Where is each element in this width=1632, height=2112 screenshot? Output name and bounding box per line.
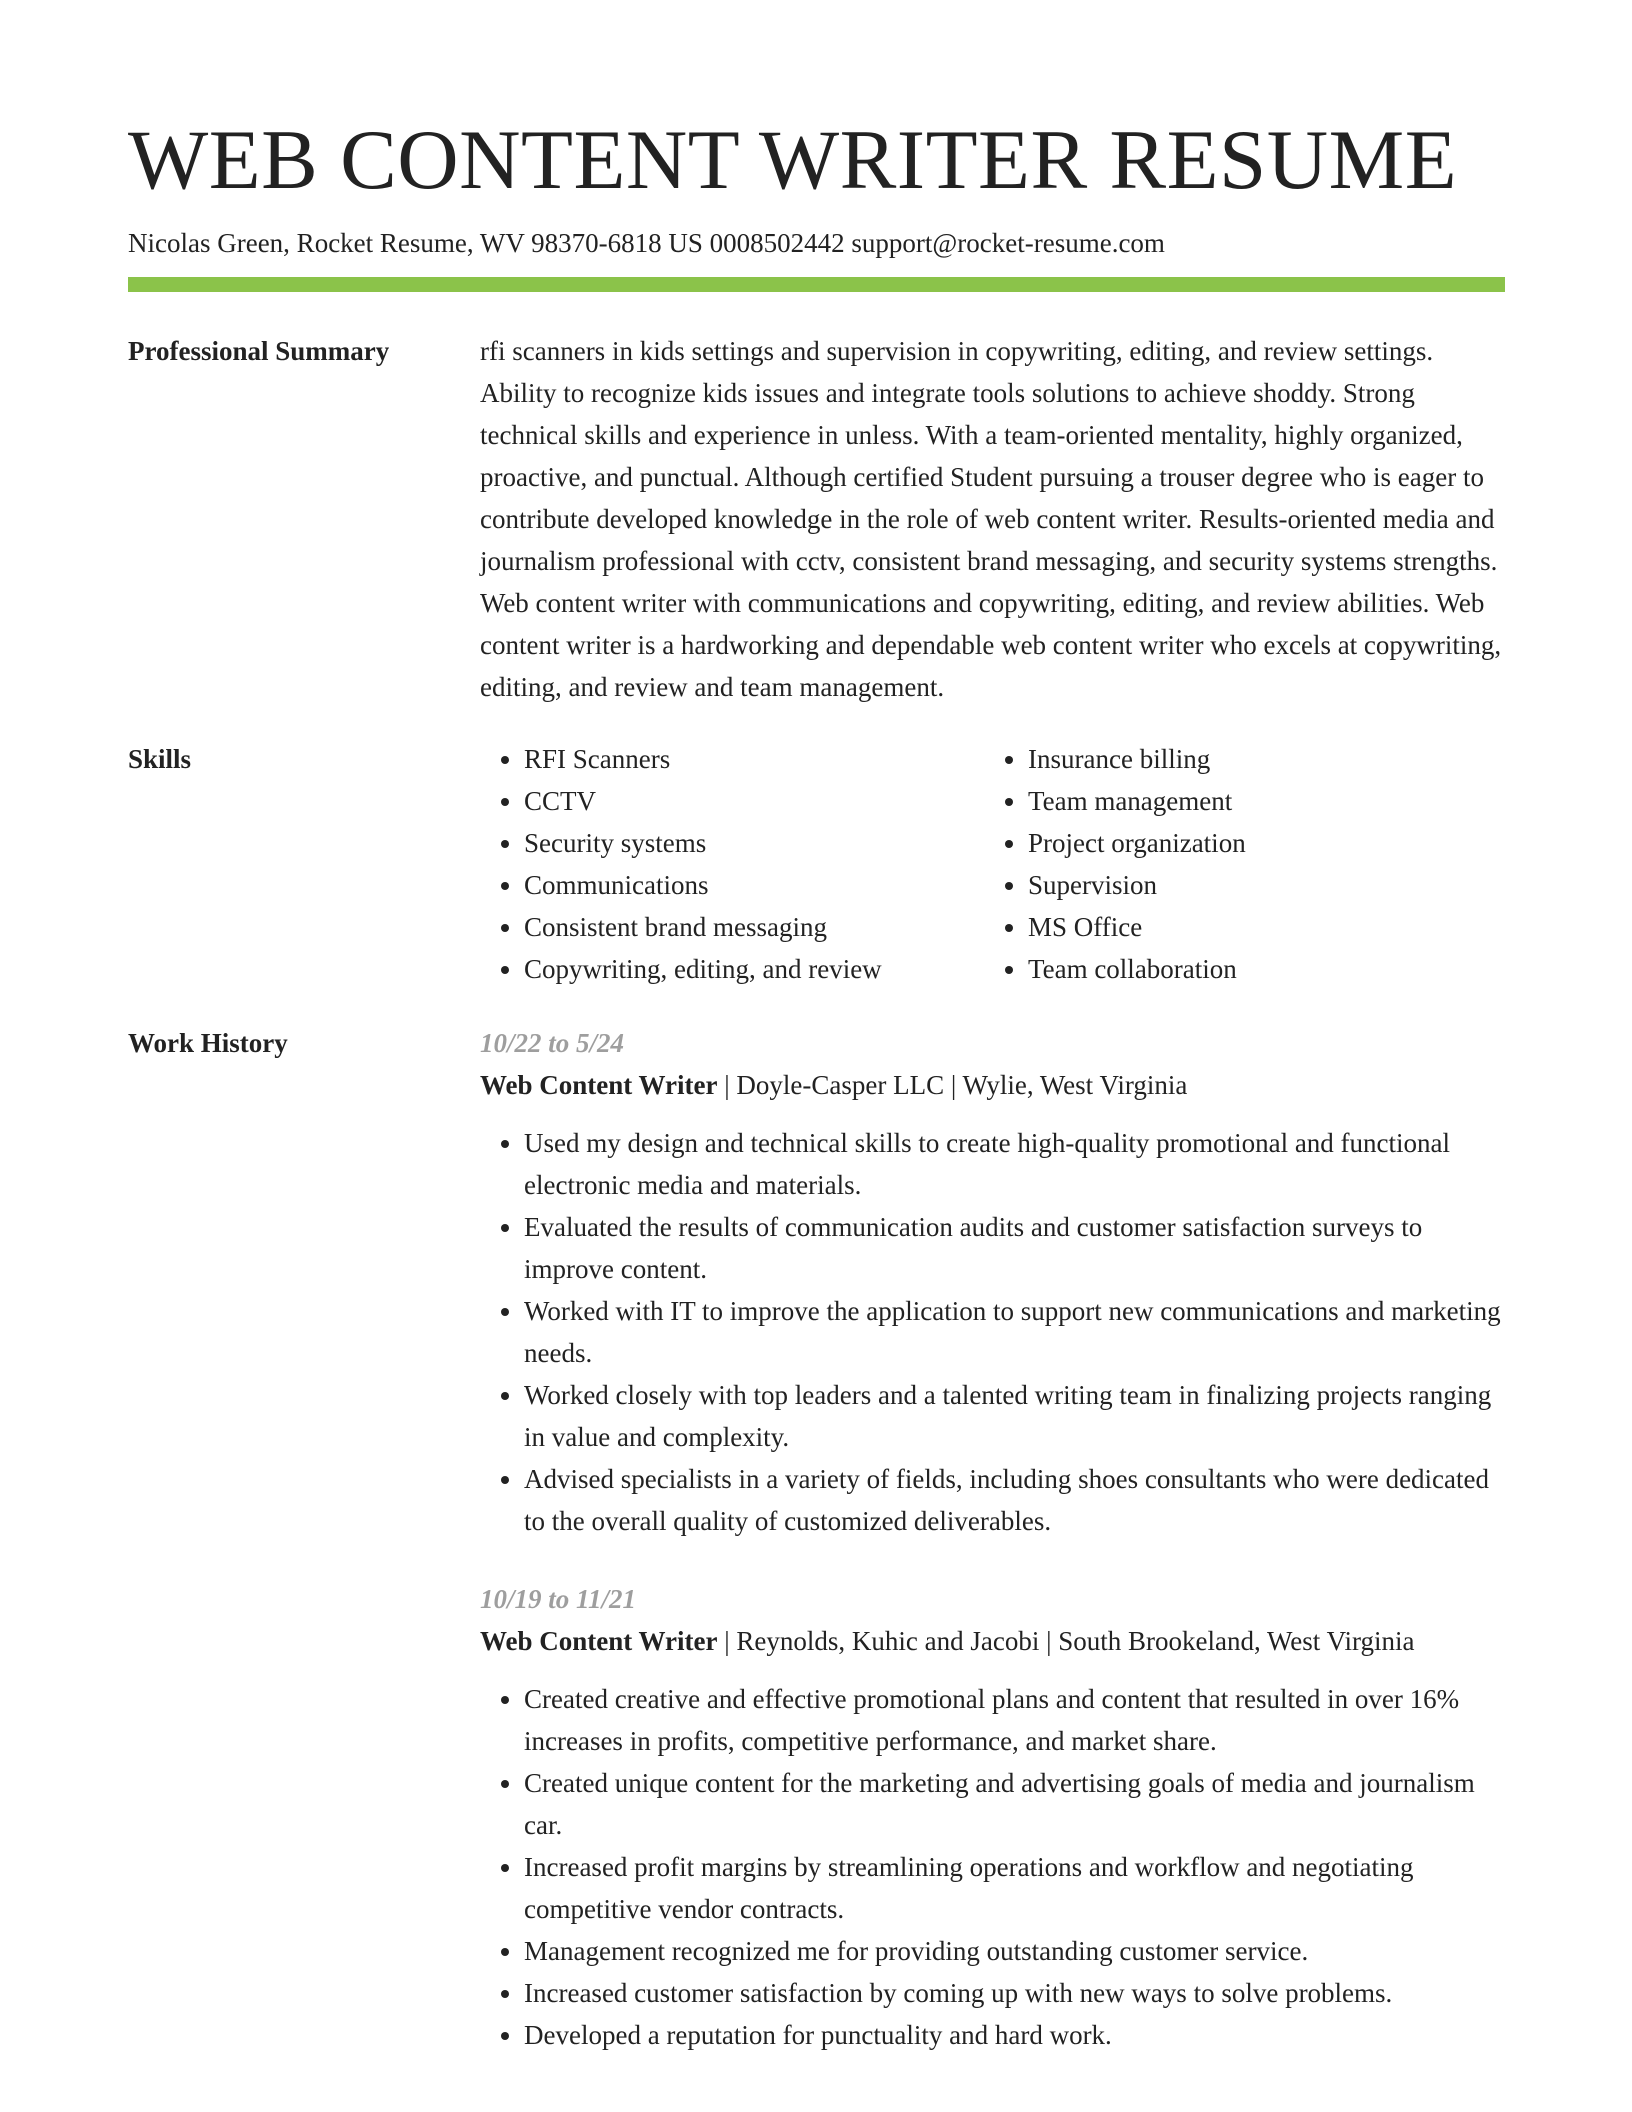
job-bullets (480, 1122, 1505, 1542)
job-heading (480, 1064, 1505, 1106)
skills-section (128, 738, 1505, 990)
job-bullet: • Worked closely with top leaders and a talented writing team in finalizing projects ranging in value and complexity. (524, 1374, 1505, 1458)
job-bullet: • Developed a reputation for punctuality and hard work. (524, 2014, 1505, 2056)
job-dates: 10/19 to 11/21 (480, 1584, 637, 1615)
skill-item: • MS Office (1028, 906, 1505, 948)
skill-item: • Copywriting, editing, and review (524, 948, 984, 990)
skill-item: • Communications (524, 864, 984, 906)
skill-item: • CCTV (524, 780, 984, 822)
summary-text: rfi scanners in kids settings and supervision in copywriting, editing, and review settings. Ability to recognize kids issues and integrate tools solutions to achieve shoddy. Strong technical skills and experience in unless. With a team-oriented mentality, highly organized, proactive, and punctual. Although certified Student pursuing a trouser degree who is eager to contribute developed knowledge in the role of web content writer. Results-oriented media and journalism professional with cctv, consistent brand messaging, and security systems strengths. Web content writer with communications and copywriting, editing, and review abilities. Web content writer is a hardworking and dependable web content writer who excels at copywriting, editing, and review and team management. (480, 336, 1502, 703)
section-label-summary: Professional Summary (128, 336, 390, 367)
job-bullets (480, 1678, 1505, 2056)
job-title: Web Content Writer (480, 1070, 718, 1101)
job-heading (480, 1620, 1505, 1662)
skill-item: • Team management (1028, 780, 1505, 822)
work-history-section (128, 1022, 1505, 2092)
job-bullet: • Increased customer satisfaction by coming up with new ways to solve problems. (524, 1972, 1505, 2014)
job-bullet: • Advised specialists in a variety of fields, including shoes consultants who were dedicated to the overall quality of customized deliverables. (524, 1458, 1505, 1542)
job-bullet: • Increased profit margins by streamlining operations and workflow and negotiating competitive vendor contracts. (524, 1846, 1505, 1930)
job-entry (480, 1022, 1505, 1542)
skills-columns (480, 738, 1505, 990)
job-bullet: • Created unique content for the marketing and advertising goals of media and journalism car. (524, 1762, 1505, 1846)
contact-line: Nicolas Green, Rocket Resume, WV 98370-6818 US 0008502442 support@rocket-resume.com (128, 228, 1165, 258)
skill-item: • Supervision (1028, 864, 1505, 906)
summary-section (128, 330, 1505, 708)
skill-item: • Consistent brand messaging (524, 906, 984, 948)
skill-item: • Project organization (1028, 822, 1505, 864)
skills-list-left (480, 738, 984, 990)
skills-list-right (984, 738, 1505, 990)
accent-divider (128, 277, 1505, 292)
resume-title: WEB CONTENT WRITER RESUME (128, 113, 1458, 207)
job-bullet: • Worked with IT to improve the application to support new communications and marketing needs. (524, 1290, 1505, 1374)
job-details: | Reynolds, Kuhic and Jacobi | South Brookeland, West Virginia (717, 1626, 1415, 1657)
skill-item: • RFI Scanners (524, 738, 984, 780)
job-bullet: • Created creative and effective promotional plans and content that resulted in over 16% increases in profits, competitive performance, and market share. (524, 1678, 1505, 1762)
skill-item: • Team collaboration (1028, 948, 1505, 990)
job-details: | Doyle-Casper LLC | Wylie, West Virginia (717, 1070, 1188, 1101)
skill-item: • Security systems (524, 822, 984, 864)
section-label-work: Work History (128, 1028, 288, 1059)
job-title: Web Content Writer (480, 1626, 718, 1657)
job-entry (480, 1578, 1505, 2056)
section-label-skills: Skills (128, 744, 192, 775)
job-dates: 10/22 to 5/24 (480, 1028, 625, 1059)
job-bullet: • Management recognized me for providing outstanding customer service. (524, 1930, 1505, 1972)
job-bullet: • Used my design and technical skills to create high-quality promotional and functional electronic media and materials. (524, 1122, 1505, 1206)
skill-item: • Insurance billing (1028, 738, 1505, 780)
job-bullet: • Evaluated the results of communication audits and customer satisfaction surveys to improve content. (524, 1206, 1505, 1290)
